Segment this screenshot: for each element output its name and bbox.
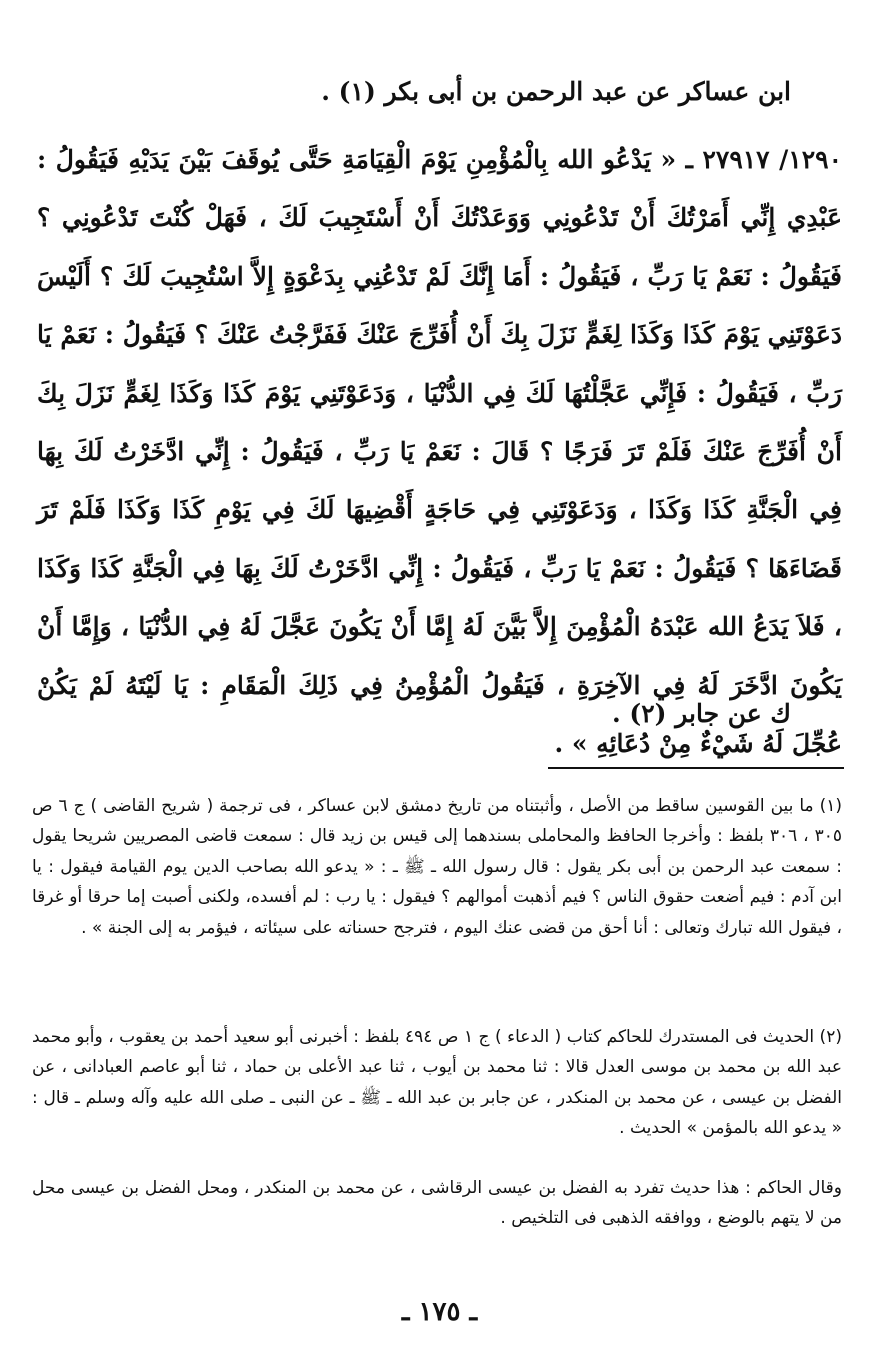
footnote-2-continuation: وقال الحاكم : هذا حديث تفرد به الفضل بن عيسى الرقاشى ، عن محمد بن المنكدر ، ومحل الفضل بن عيسى محل من لا يتهم بالوضع ، ووافقه الذهبى فى التلخيص .: [32, 1178, 842, 1229]
header-source-line: ابن عساكر عن عبد الرحمن بن أبى بكر (١) .: [321, 77, 791, 106]
source-attribution: ك عن جابر (٢) .: [611, 699, 791, 728]
footnote-2: (٢) الحديث فى المستدرك للحاكم كتاب ( الدعاء ) ج ١ ص ٤٩٤ بلفظ : أخبرنى أبو سعيد أحمد بن يعقوب ، وأبو محمد عبد الله بن محمد بن موسى العدل قالا : ثنا محمد بن أيوب ، ثنا عبد الأعلى بن حماد ، ثنا أبو عاصم العبادانى ، عن الفضل بن عيسى ، عن محمد بن المنكدر ، عن جابر بن عبد الله ـ ﷺ ـ عن النبى ـ صلى الله عليه وآله وسلم ـ قال : « يدعو الله بالمؤمن » الحديث .: [32, 1027, 842, 1139]
footnote-divider: [548, 767, 844, 769]
hadith-text: ١٢٩٠/ ٢٧٩١٧ ـ « يَدْعُو الله بِالْمُؤْمِنِ يَوْمَ الْقِيَامَةِ حَتَّى يُوقَفَ بَيْنَ يَدَيْهِ فَيَقُولُ : عَبْدِي إِنِّي أَمَرْتُكَ أَنْ تَدْعُونِي وَوَعَدْتُكَ أَنْ أَسْتَجِيبَ لَكَ ، فَهَلْ كُنْتَ تَدْعُونِي ؟ فَيَقُولُ : نَعَمْ يَا رَبِّ ، فَيَقُولُ : أَمَا إِنَّكَ لَمْ تَدْعُنِي بِدَعْوَةٍ إِلاَّ اسْتُجِيبَ لَكَ ؟ أَلَيْسَ دَعَوْتَنِي يَوْمَ كَذَا وَكَذَا لِغَمٍّ نَزَلَ بِكَ أَنْ أُفَرِّجَ عَنْكَ فَفَرَّجْتُ عَنْكَ ؟ فَيَقُولُ : نَعَمْ يَا رَبِّ ، فَيَقُولُ : فَإِنِّي عَجَّلْتُهَا لَكَ فِي الدُّنْيَا ، وَدَعَوْتَنِي يَوْمَ كَذَا وَكَذَا لِغَمٍّ نَزَلَ بِكَ أَنْ أُفَرِّجَ عَنْكَ فَلَمْ تَرَ فَرَجًا ؟ قَالَ : نَعَمْ يَا رَبِّ ، فَيَقُولُ : إِنِّي ادَّخَرْتُ لَكَ بِهَا فِي الْجَنَّةِ كَذَا وَكَذَا ، وَدَعَوْتَنِي فِي حَاجَةٍ أَقْضِيهَا لَكَ فِي يَوْمِ كَذَا وَكَذَا فَلَمْ تَرَ قَضَاءَهَا ؟ فَيَقُولُ : نَعَمْ يَا رَبِّ ، فَيَقُولُ : إِنِّي ادَّخَرْتُ لَكَ بِهَا فِي الْجَنَّةِ كَذَا وَكَذَا ، فَلاَ يَدَعُ الله عَبْدَهُ الْمُؤْمِنَ إِلاَّ بَيَّنَ لَهُ إِمَّا أَنْ يَكُونَ عَجَّلَ لَهُ فِي الدُّنْيَا ، وَإِمَّا أَنْ يَكُونَ ادَّخَرَ لَهُ فِي الآخِرَةِ ، فَيَقُولُ الْمُؤْمِنُ فِي ذَلِكَ الْمَقَامِ : يَا لَيْتَهُ لَمْ يَكُنْ عُجِّلَ لَهُ شَيْءٌ مِنْ دُعَائِهِ » .: [37, 145, 842, 759]
page-number: ـ ١٧٥ ـ: [401, 1297, 478, 1327]
footnote-1: (١) ما بين القوسين ساقط من الأصل ، وأثبتناه من تاريخ دمشق لابن عساكر ، فى ترجمة ( شريح القاضى ) ج ٦ ص ٣٠٥ ، ٣٠٦ بلفظ : وأخرجا الحافظ والمحاملى بسندهما إلى قيس بن زيد قال : سمعت قاضى المصريين شريحا يقول : سمعت عبد الرحمن بن أبى بكر يقول : قال رسول الله ـ ﷺ ـ : « يدعو الله بصاحب الدين يوم القيامة فيقول : يا ابن آدم : فيم أضعت حقوق الناس ؟ فيم أذهبت أموالهم ؟ فيقول : يا رب : لم أفسده، ولكنى أصبت إما حرقا أو غرقا ، فيقول الله تبارك وتعالى : أنا أحق من قضى عنك اليوم ، فترجح حسناته على سيئاته ، فيؤمر به إلى الجنة » .: [32, 796, 842, 938]
